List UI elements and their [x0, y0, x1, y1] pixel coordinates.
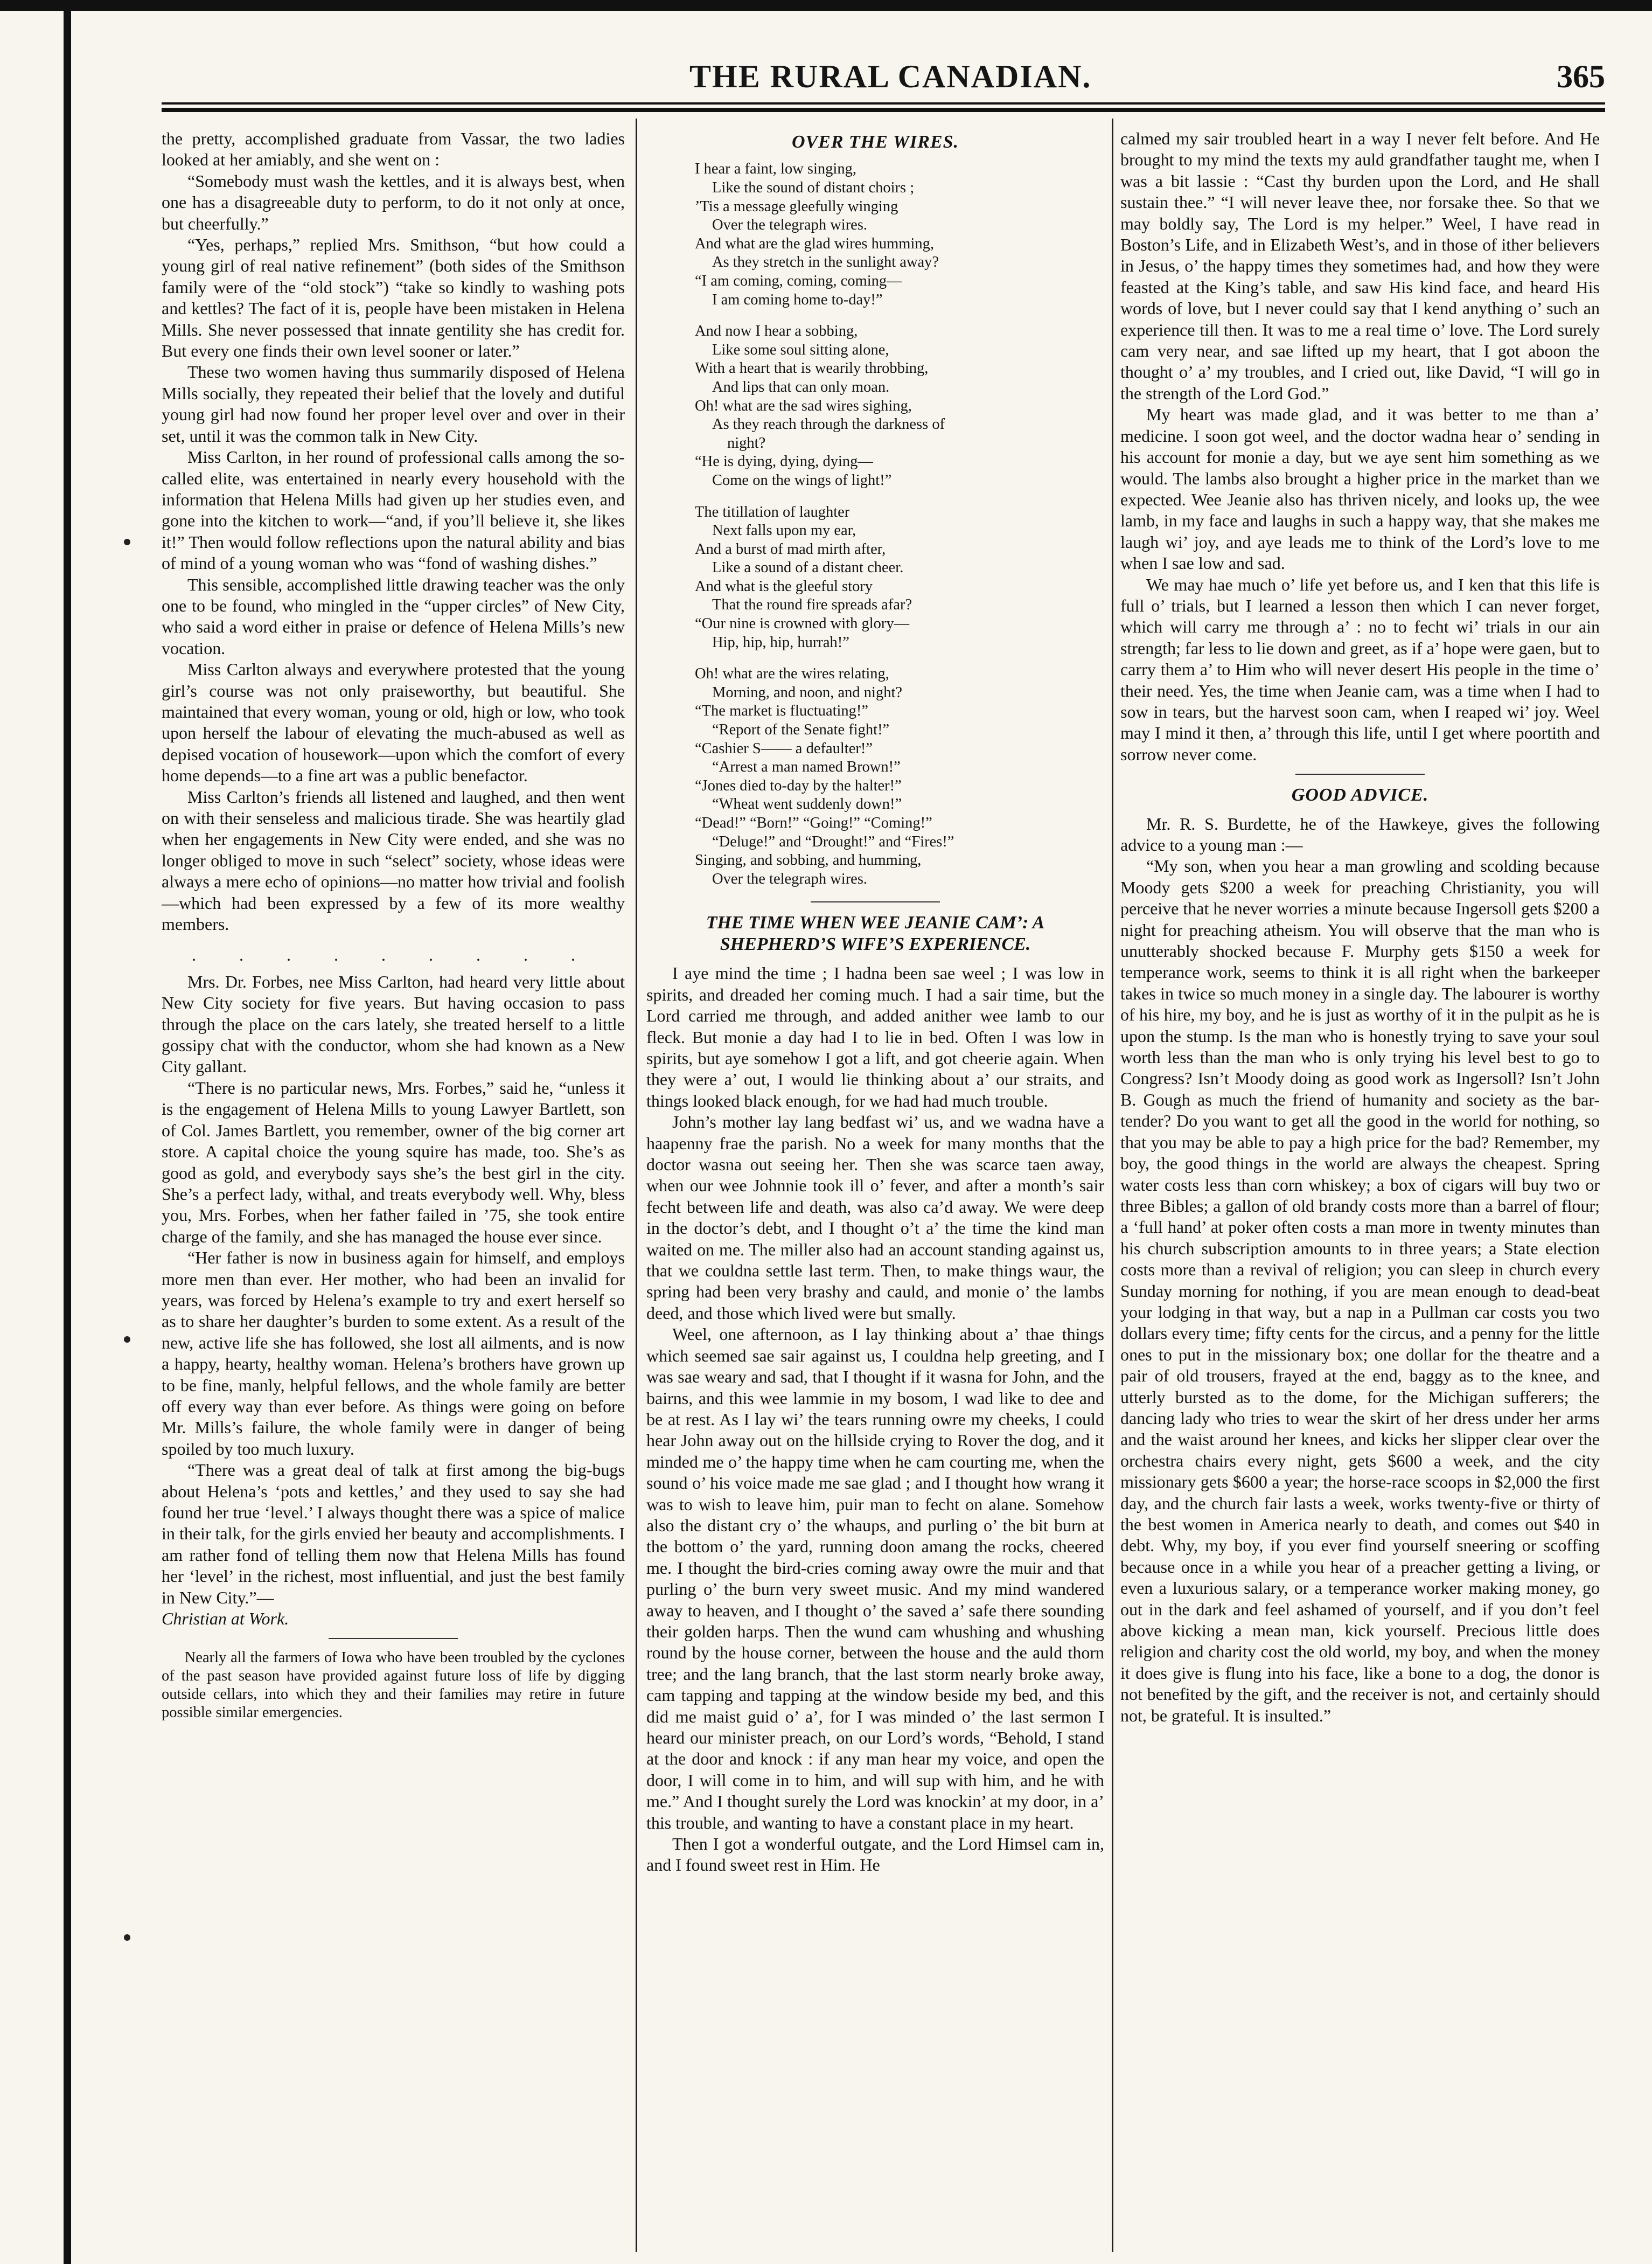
poem-line: I hear a faint, low singing, — [695, 161, 856, 178]
poem-line: And now I hear a sobbing, — [695, 323, 858, 340]
paragraph: Miss Carlton always and everywhere protested that the young girl’s course was not only praiseworthy, but beautiful. She maintained that every woman, young or old, high or low, who took upon herself the labour of elevating the much-abused as well as depised vocation of housework—upon which the comfort of every home depends—to a fine art was a public benefactor. — [162, 659, 625, 786]
paragraph: Weel, one afternoon, as I lay thinking about a’ thae things which seemed sae sair against us, I couldna help greeting, and I was sae weary and sad, that I thought if it wasna for John, and the bairns, and this wee lammie in my bosom, I wad like to dee and be at rest. As I lay wi’ the tears running owre my cheeks, I could hear John away out on the hillside crying to Rover the dog, and it minded me o’ the happy time when he cam courting me, when the sound o’ his voice made me sae glad ; and I thought how wrang it was to wish to leave him, puir man to fecht on alane. Somehow also the distant cry o’ the whaups, and purling o’ the bit burn at the bottom o’ the yard, running doon amang the rocks, cheered me. I thought the bird-cries coming away owre the muir and that purling o’ the burn very sweet music. And my mind wandered away to heaven, and I thought o’ the saved a’ safe there sounding their golden harps. Then the wund cam whushing and whushing round by the house corner, between the house and the auld thorn tree; and the lang branch, that the last storm nearly broke away, cam tapping and tapping at the window beside my bed, and this did me maist guid o’ a’, for I was minded o’ the last sermon I heard our minister preach, on our Lord’s words, “Behold, I stand at the door and knock : if any man hear my voice, and open the door, I will come in to him, and will sup with him, and he with me.” And I thought surely the Lord was knockin’ at my door, in a’ this trouble, and wanting to have a constant place in my heart. — [646, 1324, 1104, 1832]
top-border — [0, 0, 1652, 11]
poem-line: As they stretch in the sunlight away? — [712, 254, 939, 271]
poem-line: Morning, and noon, and night? — [712, 684, 903, 701]
column-rule — [1112, 119, 1113, 2252]
poem-line: And lips that can only moan. — [712, 378, 890, 395]
separator — [811, 901, 940, 902]
margin-mark — [124, 1336, 130, 1343]
section-heading: GOOD ADVICE. — [1291, 785, 1429, 805]
poem-line: “The market is fluctuating!” — [695, 703, 869, 720]
poem-line: With a heart that is wearily throbbing, — [695, 360, 929, 377]
poem-line: That the round fire spreads afar? — [712, 596, 912, 614]
separator — [1295, 774, 1425, 775]
poem-line: Next falls upon my ear, — [712, 522, 856, 539]
poem-line: Come on the wings of light!” — [712, 471, 892, 489]
poem-line: The titillation of laughter — [695, 503, 850, 520]
poem-line: night? — [727, 434, 766, 452]
poem-title: OVER THE WIRES. — [791, 132, 959, 152]
margin-mark — [124, 539, 130, 545]
poem-line: “Report of the Senate fight!” — [712, 721, 890, 739]
poem-line: I am coming home to-day!” — [712, 291, 883, 308]
paragraph: Mrs. Dr. Forbes, nee Miss Carlton, had heard very little about New City society for five years. But having occasion to pass through the place on the cars lately, she treated herself to a little gossipy chat with the conductor, whom she had known as a New City gallant. — [162, 971, 625, 1077]
news-note: Nearly all the farmers of Iowa who have been troubled by the cyclones of the past season have provided against future loss of life by digging outside cellars, into which they and their families may retire in future possible similar emergencies. — [162, 1649, 625, 1721]
poem — [646, 160, 1104, 888]
poem-line: And what is the gleeful story — [695, 578, 873, 595]
paragraph: This sensible, accomplished little drawing teacher was the only one to be found, who mingled in the “upper circles” of New City, who said a word either in praise or defence of Helena Mills’s new vocation. — [162, 574, 625, 658]
paragraph: Then I got a wonderful outgate, and the Lord Himsel cam in, and I found sweet rest in Him. He — [646, 1834, 1104, 1875]
poem-stanza — [695, 160, 1104, 309]
paragraph: We may hae much o’ life yet before us, and I ken that this life is full o’ trials, but I learned a lesson then which I can never forget, which will carry me through a’ : no to fecht wi’ trials in our ain strength; far less to lie down and greet, as if a’ hope were gaen, but to carry them a’ to Him who will never desert His people in the time o’ their need. Yes, the time when Jeanie cam, was a time when I had to sow in tears, but the harvest soon cam, when I reaped wi’ joy. Weel may I mind it then, a’ through this life, until I get where poortith and sorrow never come. — [1120, 574, 1600, 764]
poem-line: Oh! what are the sad wires sighing, — [695, 397, 912, 414]
poem-line: “Deluge!” and “Drought!” and “Fires!” — [712, 833, 954, 850]
poem-line: Over the telegraph wires. — [712, 217, 868, 234]
poem-line: “Dead!” “Born!” “Going!” “Coming!” — [695, 815, 932, 831]
paragraph: “My son, when you hear a man growling and scolding because Moody gets $200 a week for preaching Christianity, you will perceive that he never worries a minute because Ingersoll gets $200 a night for preaching atheism. You will observe that the man who is unutterably shocked because F. Murphy gets $150 a week for temperance work, seems to think it is all right when the barkeeper takes in twice so much money in a single day. The labourer is worthy of his hire, my boy, and he is just as worthy of it in the pulpit as he is upon the stump. Is the man who is honestly trying to save your soul worth less than the man who is only trying his level best to go to Congress? Isn’t Moody doing as good work as Ingersoll? Isn’t John B. Gough as much the friend of humanity and society as the bar-tender? Do you want to get all the good in the world for nothing, so that you may be able to pay a high price for the bad? Remember, my boy, the good things in the world are always the cheapest. Spring water costs less than corn whiskey; a box of cigars will buy two or three Bibles; a gallon of old brandy costs more than a barrel of flour; a ‘full hand’ at poker often costs a man more in twenty minutes than his church subscription amounts to in three years; a State election costs more than a revival of religion; you can sleep in church every Sunday morning for nothing, if you are mean enough to dead-beat your lodging in that way, but a nap in a Pullman car costs you two dollars every time; fifty cents for the circus, and a penny for the little ones to put in the missionary box; one dollar for the theatre and a pair of old trousers, frayed at the end, baggy as to the knee, and utterly bursted as to the dome, for the Michigan sufferers; the dancing lady who tries to wear the skirt of her dress under her arms and the waist around her knees, and kicks her slipper clear over the orchestra chairs every night, gets $600 a week, and the city missionary gets $600 a year; the horse-race scoops in $2,000 the first day, and the church fair lasts a week, works twenty-five or thirty of the best women in America nearly to death, and comes out $40 in debt. Why, my boy, if you ever find yourself sneering or scoffing because once in a while you hear of a preacher getting a living, or even a luxurious salary, or a temperance worker making money, go out in the dark and feel ashamed of yourself, and if you don’t feel above kicking a mean man, kick yourself. Precious little does religion and charity cost the old world, my boy, and when the money it does give is flung into his face, like a bone to a dog, the donor is not benefited by the gift, and the receiver is not, and certainly should not, be grateful. It is insulted.” — [1120, 856, 1600, 1725]
poem-line: Oh! what are the wires relating, — [695, 665, 889, 683]
masthead-title: THE RURAL CANADIAN. — [689, 59, 1092, 94]
poem-line: And a burst of mad mirth after, — [695, 540, 886, 558]
column-2 — [646, 128, 1104, 2240]
paragraph: “Yes, perhaps,” replied Mrs. Smithson, “but how could a young girl of real native refinement” (both sides of the Smithson family were of the “old stock”) “take so kindly to washing pots and kettles? The fact of it is, people have been mistaken in Helena Mills. She never possessed that innate gentility she has credit for. But every one finds their own level sooner or later.” — [162, 235, 625, 361]
paragraph: “Her father is now in business again for himself, and employs more men than ever. Her mother, who had been an invalid for years, was forced by Helena’s example to try and exert herself so as to share her daughter’s burden to some extent. As a result of the new, active life she has followed, she lost all ailments, and is now a happy, hearty, healthy woman. Helena’s brothers have grown up to be fine, manly, helpful fellows, and the whole family are better off every way than ever before. As things were going on before Mr. Mills’s failure, the whole family were in danger of being spoiled by too much luxury. — [162, 1248, 625, 1459]
margin-mark — [124, 1934, 130, 1941]
paragraph: “Somebody must wash the kettles, and it is always best, when one has a disagreeable duty to perform, to do it not only at once, but cheerfully.” — [162, 171, 625, 233]
left-binding-rule — [64, 11, 71, 2264]
paragraph: “There is no particular news, Mrs. Forbes,” said he, “unless it is the engagement of Helena Mills to young Lawyer Bartlett, son of Col. James Bartlett, you remember, owner of the big corner art store. A capital choice the young squire has made, too. She’s as good as gold, and everybody says she’s the best girl in the city. She’s a perfect lady, withal, and treats everybody well. Why, bless you, Mrs. Forbes, when her father failed in ’75, she took entire charge of the family, and she has managed the house ever since. — [162, 1078, 625, 1246]
poem-line: “Jones died to-day by the halter!” — [695, 777, 902, 794]
poem-line: As they reach through the darkness of — [712, 416, 945, 433]
paragraph: the pretty, accomplished graduate from Vassar, the two ladies looked at her amiably, and she went on : — [162, 129, 625, 170]
poem-stanza — [695, 322, 1104, 490]
poem-line: ’Tis a message gleefully winging — [695, 198, 898, 215]
paragraph: These two women having thus summarily disposed of Helena Mills socially, they repeated their belief that the lovely and dutiful young girl had now found her proper level over and over in their set, until it was the common talk in New City. — [162, 362, 625, 446]
poem-line: “He is dying, dying, dying— — [695, 453, 873, 470]
poem-line: “Wheat went suddenly down!” — [712, 796, 902, 813]
poem-line: Singing, and sobbing, and humming, — [695, 852, 922, 869]
header-rule — [162, 102, 1605, 105]
paragraph: John’s mother lay lang bedfast wi’ us, and we wadna have a haapenny frae the parish. No a week for many months that the doctor wasna out seeing her. Then she was scarce taen away, when our wee Johnnie took ill o’ fever, and after a month’s sair fecht between life and death, was also ca’d away. We were deep in the doctor’s debt, and I thought o’t a’ the time the kind man waited on me. The miller also had an account standing against us, that we couldna settle last term. Then, to make things waur, the spring had been very brashy and cauld, and monie o’ the lambs deed, and those which lived were but smally. — [646, 1112, 1104, 1323]
poem-stanza — [695, 665, 1104, 888]
section-dots: . . . . . . . . . — [192, 945, 595, 965]
poem-line: And what are the glad wires humming, — [695, 235, 935, 252]
poem-line: “Our nine is crowned with glory— — [695, 615, 910, 633]
story-title: THE TIME WHEN WEE JEANIE CAM’: A SHEPHERD’S WIFE’S EXPERIENCE. — [706, 913, 1045, 955]
poem-line: Hip, hip, hip, hurrah!” — [712, 634, 849, 651]
poem-line: Over the telegraph wires. — [712, 870, 868, 887]
paragraph: “There was a great deal of talk at first among the big-bugs about Helena’s ‘pots and kettles,’ and they used to say she had found her true ‘level.’ I always thought there was a spice of malice in their talk, for the girls envied her beauty and accomplishments. I am rather fond of telling them now that Helena Mills has found her ‘level’ in the richest, most influential, and just the best family in New City.”— — [162, 1460, 625, 1607]
poem-line: Like a sound of a distant cheer. — [712, 559, 904, 577]
page-number: 365 — [1557, 59, 1605, 94]
column-1 — [162, 128, 625, 2240]
paragraph: Mr. R. S. Burdette, he of the Hawkeye, gives the following advice to a young man :— — [1120, 814, 1600, 855]
poem-line: “I am coming, coming, coming— — [695, 272, 902, 289]
poem-stanza — [695, 503, 1104, 652]
source-citation: Christian at Work. — [162, 1609, 289, 1629]
separator — [329, 1638, 458, 1639]
paragraph: calmed my sair troubled heart in a way I never felt before. And He brought to my mind the texts my auld grandfather taught me, when I was a bit lassie : “Cast thy burden upon the Lord, and He shall sustain thee.” “I will never leave thee, nor forsake thee. So that we may boldly say, The Lord is my helper.” Weel, I have read in Boston’s Life, and in Elizabeth West’s, and in those of ither believers in Jesus, o’ the happy times they sometimes had, and how they were feasted at the King’s table, and saw His kind face, and heard His words of love, but I never could say that I kend anything o’ such an experience till then. It was to me a real time o’ love. The Lord surely cam very near, and sae lifted up my heart, that I got aboon the thought o’ a’ my troubles, and I cried out, like David, “I will go in the strength of the Lord God.” — [1120, 129, 1600, 403]
poem-line: Like some soul sitting alone, — [712, 341, 889, 358]
page-header — [162, 58, 1605, 101]
header-rule-thick — [162, 108, 1605, 112]
column-rule — [636, 119, 637, 2252]
poem-line: “Cashier S—— a defaulter!” — [695, 740, 873, 757]
column-3 — [1120, 128, 1600, 2240]
paragraph: I aye mind the time ; I hadna been sae weel ; I was low in spirits, and dreaded her coming much. I had a sair time, but the Lord carried me through, and added anither wee lamb to our fleck. But monie a day had I to lie in bed. Often I was low in spirits, but aye somehow I got a lift, and got cheerie again. When they were a’ out, I would lie thinking about a’ our straits, and things looked black enough, for we had had much trouble. — [646, 963, 1104, 1110]
paragraph: My heart was made glad, and it was better to me than a’ medicine. I soon got weel, and the doctor wadna hear o’ sending in his account for monie a day, but we aye sent him something as we would. The lambs also brought a higher price in the market than we expected. Wee Jeanie also has thriven nicely, and looks up, the wee lamb, in my face and laughs in such a happy way, that she makes me laugh wi’ joy, and aye leads me to think of the Lord’s love to me when I sae low and sad. — [1120, 405, 1600, 573]
paragraph: Miss Carlton, in her round of professional calls among the so-called elite, was entertained in nearly every household with the information that Helena Mills had given up her studies even, and gone into the kitchen to work—“and, if you’ll believe it, she likes it!” Then would follow reflections upon the natural ability and bias of mind of a young woman who was “fond of washing dishes.” — [162, 447, 625, 573]
poem-line: “Arrest a man named Brown!” — [712, 759, 901, 776]
paragraph: Miss Carlton’s friends all listened and laughed, and then went on with their senseless and malicious tirade. She was heartily glad when her engagements in New City were ended, and she was no longer obliged to move in such “select” society, whose ideas were always a mere echo of opinions—no matter how trivial and foolish—which had been expressed by a few of its more wealthy members. — [162, 787, 625, 934]
poem-line: Like the sound of distant choirs ; — [712, 179, 915, 196]
